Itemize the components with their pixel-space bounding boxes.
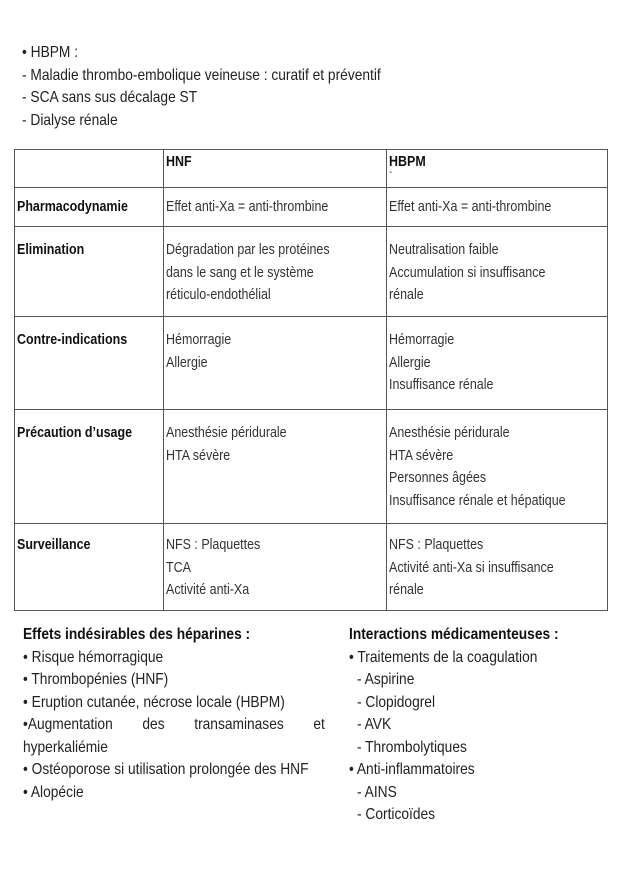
list-item: • Thrombopénies (HNF): [23, 671, 169, 688]
list-item: • Ostéoporose si utilisation prolongée des HNF: [23, 761, 309, 778]
list-item: • Eruption cutanée, nécrose locale (HBPM): [23, 693, 285, 711]
list-item: - Clopidogrel: [357, 693, 436, 711]
list-item: - Corticoïdes: [357, 806, 436, 823]
cell-hnf: Dégradation par les protéines dans le sang et le système réticulo-endothélial: [164, 227, 387, 317]
row-label-precaution: Précaution d’usage: [15, 410, 164, 524]
row-label-pharmacodynamie: Pharmacodynamie: [15, 188, 164, 227]
table-row: [15, 410, 608, 524]
list-item: - Aspirine: [357, 671, 415, 688]
row-label-contre-indications: Contre-indications: [15, 317, 164, 410]
side-effects-section: [23, 624, 325, 804]
side-effects-title: Effets indésirables des héparines :: [23, 626, 251, 643]
cell-hnf: Hémorragie Allergie: [164, 317, 387, 410]
row-label-elimination: Elimination: [15, 227, 164, 317]
cell-hbpm: Anesthésie péridurale HTA sévère Personnes âgées Insuffisance rénale et hépatique: [387, 410, 608, 524]
cell-hbpm: Neutralisation faible Accumulation si insuffisance rénale: [387, 227, 608, 317]
cell-hnf: Anesthésie péridurale HTA sévère: [164, 410, 387, 524]
intro-line: • HBPM :: [22, 44, 79, 61]
list-item: • Risque hémorragique: [23, 648, 164, 666]
list-item: • Alopécie: [23, 783, 84, 801]
table-row: [15, 188, 608, 227]
heparin-comparison-table: [14, 149, 608, 611]
list-item: • Traitements de la coagulation: [349, 648, 538, 666]
cell-hnf: NFS : Plaquettes TCA Activité anti-Xa: [164, 524, 387, 611]
list-item: - Thrombolytiques: [357, 738, 467, 756]
interactions-title: Interactions médicamenteuses :: [349, 626, 559, 643]
cell-hbpm: Effet anti-Xa = anti-thrombine: [387, 188, 608, 227]
table-row: [15, 524, 608, 611]
table-header-row: [15, 150, 608, 188]
list-item: - AVK: [357, 716, 392, 733]
list-item: •Augmentation des transaminases et hyperkaliémie: [23, 716, 325, 756]
table-row: [15, 227, 608, 317]
table-row: [15, 317, 608, 410]
list-item: - AINS: [357, 783, 397, 801]
hbpm-indications: [22, 42, 439, 132]
intro-line: - SCA sans sus décalage ST: [22, 89, 198, 106]
header-cell-hbpm: HBPM `: [387, 150, 608, 188]
row-label-surveillance: Surveillance: [15, 524, 164, 611]
cell-hbpm: Hémorragie Allergie Insuffisance rénale: [387, 317, 608, 410]
cell-hnf: Effet anti-Xa = anti-thrombine: [164, 188, 387, 227]
header-cell-empty: [15, 150, 164, 188]
header-cell-hnf: HNF: [164, 150, 387, 188]
list-item: • Anti-inflammatoires: [349, 761, 475, 778]
intro-line: - Dialyse rénale: [22, 111, 118, 129]
header-mark: `: [389, 170, 393, 182]
interactions-section: [349, 624, 611, 827]
cell-hbpm: NFS : Plaquettes Activité anti-Xa si insuffisance rénale: [387, 524, 608, 611]
intro-line: - Maladie thrombo-embolique veineuse : curatif et préventif: [22, 66, 381, 84]
